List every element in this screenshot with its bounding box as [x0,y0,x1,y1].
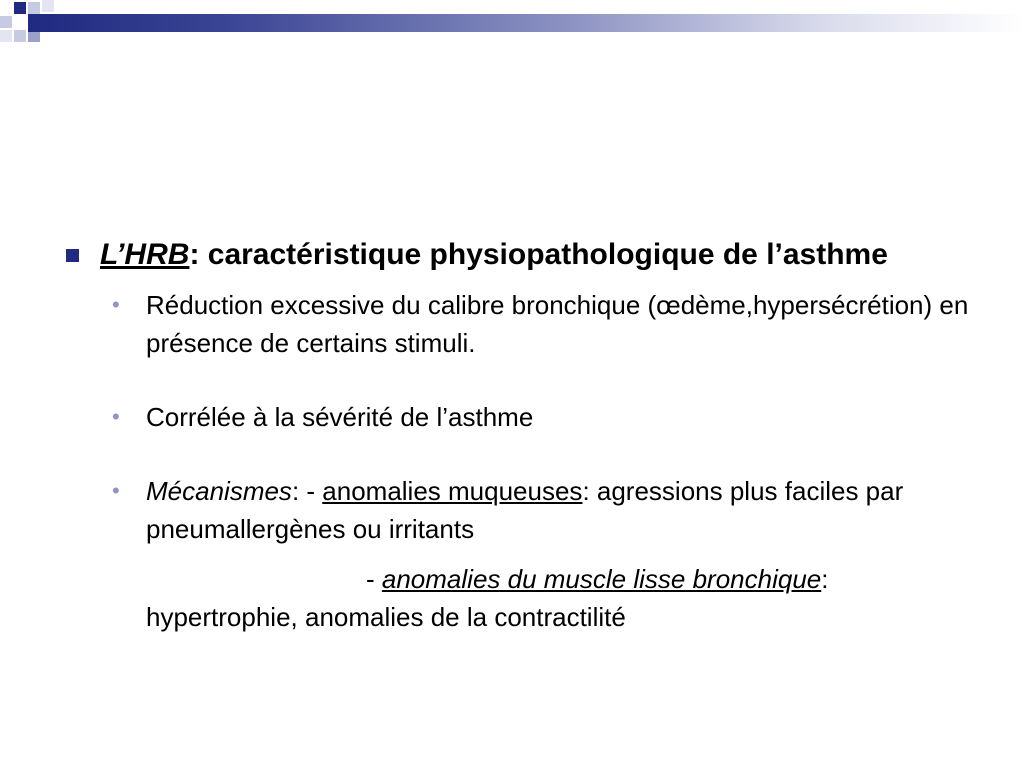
term-hrb: L’HRB [100,238,190,271]
muscle-anomalies-line [146,560,1014,598]
dot-bullet-icon: • [112,292,120,317]
muscle-anomalies-text: hypertrophie, anomalies de la contractilité [146,602,626,632]
sub-item-mechanisms [112,472,1014,636]
decor-square [0,16,12,28]
sub-item-reduction [112,286,1014,362]
dot-bullet-icon: • [112,404,120,429]
decor-square [42,0,54,12]
sub-item-text: Réduction excessive du calibre bronchique (œdème,hypersécrétion) en présence de certains stimuli. [146,290,969,358]
muscle-anomalies-title: anomalies du muscle lisse bronchique [381,564,822,594]
decor-square [28,2,40,14]
decor-square [14,30,26,42]
sub-bullet-list [64,286,1014,636]
muscle-anomalies-colon: : [821,564,829,594]
decor-square [0,30,12,42]
dot-bullet-icon: • [112,478,120,503]
mechanisms-separator: : - [291,476,323,506]
square-bullet-icon [66,249,79,262]
sub-item-correlation [112,398,1014,436]
mechanisms-label: Mécanismes [146,476,292,506]
mucosal-anomalies-title: anomalies muqueuses [322,476,583,506]
main-bullet-item [64,232,1014,278]
muscle-anomalies-dash: - [366,564,382,594]
slide-body [64,232,1014,636]
decor-square [14,16,26,28]
mucosal-anomalies-text: : agressions plus faciles par pneumallergènes ou irritants [146,476,904,544]
sub-item-text: Corrélée à la sévérité de l’asthme [146,402,534,432]
decor-square [14,2,26,14]
header-gradient-bar [28,14,1024,32]
main-heading-text: : caractéristique physiopathologique de l’asthme [189,238,888,271]
